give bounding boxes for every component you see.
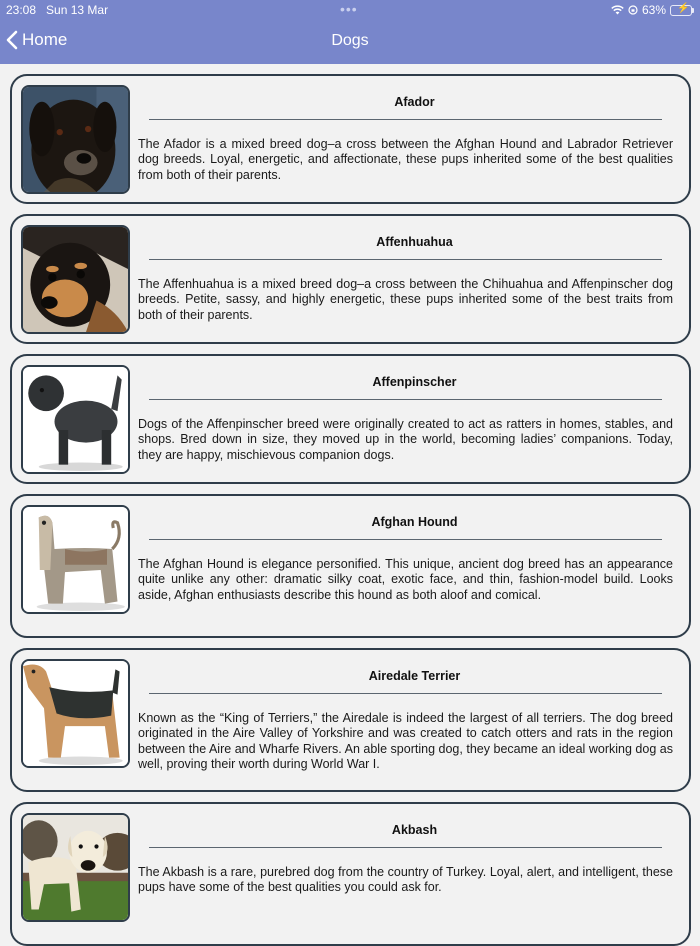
dog-photo-airedale-terrier [21,659,130,768]
dog-photo-afador [21,85,130,194]
title-divider [149,539,662,540]
dog-description: Dogs of the Affenpinscher breed were originally created to act as ratters in homes, stables, and shops. Bred down in size, they moved up in the world, becoming ladies’ companions. Today, they are happy, mischievous companion dogs. [138,417,673,462]
dog-card-airedale-terrier[interactable] [10,648,691,792]
dog-description: The Affenhuahua is a mixed breed dog–a cross between the Chihuahua and Affenpinscher dog breeds. Petite, sassy, and highly energetic, these pups inherited some of the best traits from both of their parents. [138,277,673,322]
navigation-bar [0,0,700,64]
title-divider [149,259,662,260]
back-label: Home [22,30,68,49]
title-divider [149,847,662,848]
dog-photo-affenhuahua [21,225,130,334]
status-time: 23:08 [6,3,37,17]
dog-photo-afghan-hound [21,505,130,614]
wifi-icon [611,5,624,15]
dog-card-afghan-hound[interactable] [10,494,691,638]
dog-description: The Afador is a mixed breed dog–a cross between the Afghan Hound and Labrador Retriever dog breeds. Loyal, energetic, and affectionate, these pups inherited some of the best qualities from both of their parents. [138,137,673,182]
battery-percent: 63% [641,3,666,17]
dog-card-afador[interactable] [10,74,691,204]
dog-description: The Akbash is a rare, purebred dog from the country of Turkey. Loyal, alert, and intelligent, these pups have some of the best qualities you could ask for. [138,865,673,895]
title-divider [149,693,662,694]
dog-name: Afador [394,95,435,109]
battery-charging-icon: ⚡ [670,5,694,16]
page-title: Dogs [331,32,369,49]
dog-card-affenhuahua[interactable] [10,214,691,344]
title-divider [149,119,662,120]
dog-card-affenpinscher[interactable] [10,354,691,484]
status-date: Sun 13 Mar [46,3,109,17]
dog-photo-akbash [21,813,130,922]
status-indicators [611,3,694,17]
dog-name: Affenhuahua [376,235,453,249]
dog-name: Affenpinscher [372,375,457,389]
dog-card-akbash[interactable] [10,802,691,946]
title-divider [149,399,662,400]
dog-name: Airedale Terrier [368,669,461,683]
status-time-date [6,3,108,17]
dog-name: Akbash [391,823,438,837]
orientation-lock-icon [628,5,638,15]
dog-description: Known as the “King of Terriers,” the Airedale is indeed the largest of all terriers. The dog breed originated in the Aire Valley of Yorkshire and was created to catch otters and rats in the region between the Aire and Wharfe Rivers. An able sporting dog, they became an ideal working dog as well, proving their worth during World War I. [138,711,673,771]
dog-name: Afghan Hound [371,515,458,529]
dog-description: The Afghan Hound is elegance personified. This unique, ancient dog breed has an appearance quite unlike any other: dramatic silky coat, exotic face, and thin, fashion-model build. Looks aside, Afghan enthusiasts describe this hound as both aloof and comical. [138,557,673,602]
multitasking-dots-icon[interactable]: ••• [340,1,358,17]
dog-photo-affenpinscher [21,365,130,474]
